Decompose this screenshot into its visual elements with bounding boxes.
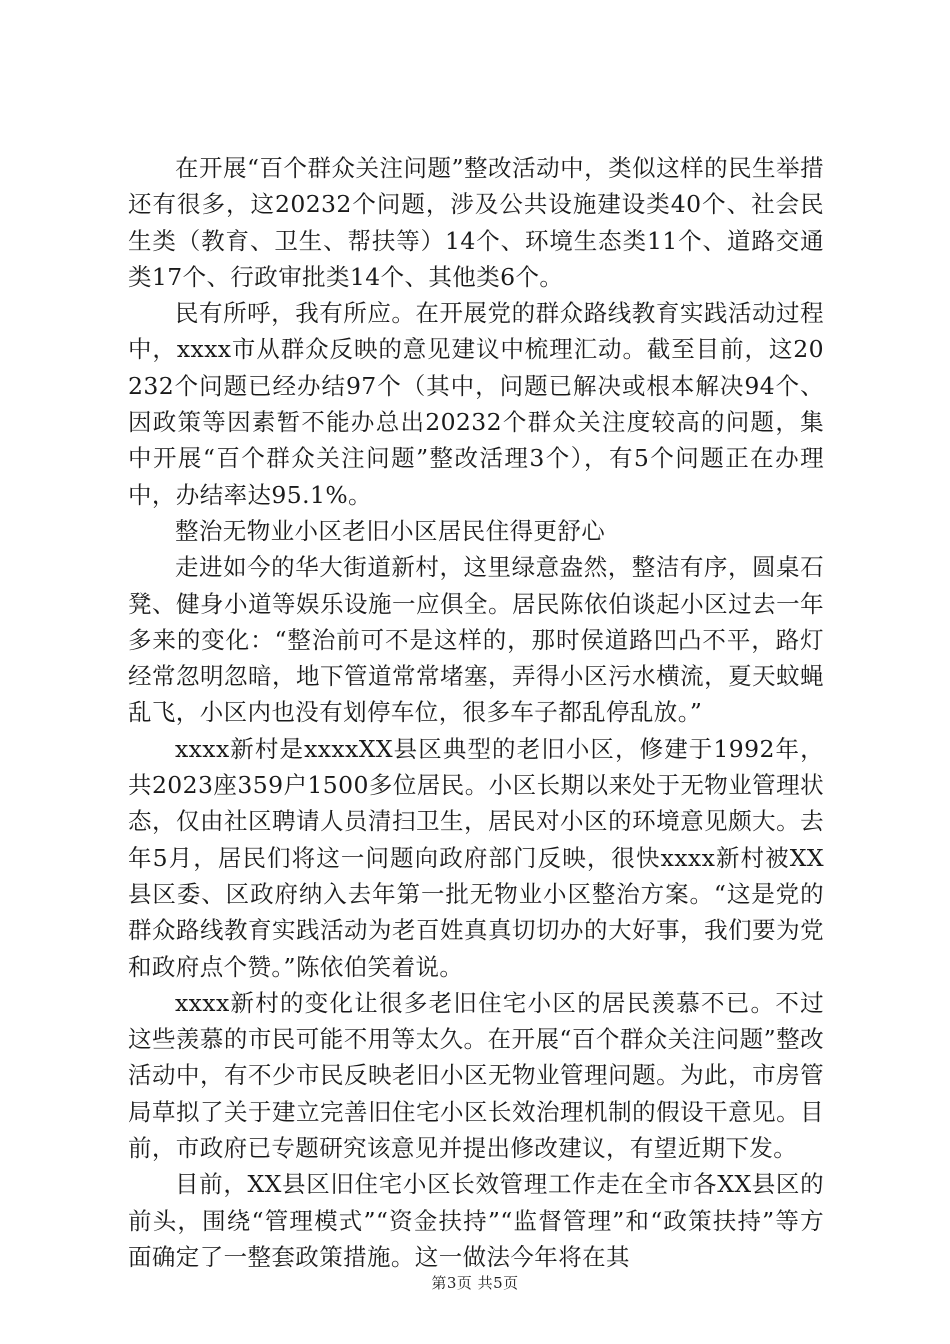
document-body [128,150,824,1275]
paragraph-policy-draft: xxxx新村的变化让很多老旧住宅小区的居民羡慕不已。不过这些羡慕的市民可能不用等太久。在开展“百个群众关注问题”整改活动中，有不少市民反映老旧小区无物业管理问题。为此，市房管局草拟了关于建立完善旧住宅小区长效治理机制的假设干意见。目前，市政府已专题研究该意见并提出修改建议，有望近期下发。 [128,988,824,1163]
paragraph-community-history: xxxx新村是xxxxXX县区典型的老旧小区，修建于1992年，共2023座359户1500多位居民。小区长期以来处于无物业管理状态，仅由社区聘请人员清扫卫生，居民对小区的环境意见颇大。去年5月，居民们将这一问题向政府部门反映，很快xxxx新村被XX县区委、区政府纳入去年第一批无物业小区整治方案。“这是党的群众路线教育实践活动为老百姓真真切切办的大好事，我们要为党和政府点个赞。”陈依伯笑着说。 [128,734,824,981]
page-number-footer: 第3页 共5页 [431,1274,519,1292]
paragraph-resident-interview: 走进如今的华大街道新村，这里绿意盎然，整洁有序，圆桌石凳、健身小道等娱乐设施一应俱全。居民陈依伯谈起小区过去一年多来的变化：“整治前可不是这样的，那时侯道路凹凸不平，路灯经常忽明忽暗，地下管道常常堵塞，弄得小区污水横流，夏天蚊蝇乱飞，小区内也没有划停车位，很多车子都乱停乱放。” [128,553,824,727]
section-heading: 整治无物业小区老旧小区居民住得更舒心 [175,516,606,545]
paragraph-response-progress: 民有所呼，我有所应。在开展党的群众路线教育实践活动过程中，xxxx市从群众反映的意见建议中梳理汇动。截至目前，这20232个问题已经办结97个（其中，问题已解决或根本解决94个、因政策等因素暂不能办总出20232个群众关注度较高的问题，集中开展“百个群众关注问题”整改活理3个），有5个问题正在办理中，办结率达95.1%。 [128,299,824,509]
paragraph-problem-categories: 在开展“百个群众关注问题”整改活动中，类似这样的民生举措还有很多，这20232个问题，涉及公共设施建设类40个、社会民生类（教育、卫生、帮扶等）14个、环境生态类11个、道路交通类17个、行政审批类14个、其他类6个。 [128,154,824,291]
paragraph-district-management: 目前，XX县区旧住宅小区长效管理工作走在全市各XX县区的前头，围绕“管理模式”“资金扶持”“监督管理”和“政策扶持”等方面确定了一整套政策措施。这一做法今年将在其 [128,1170,824,1271]
